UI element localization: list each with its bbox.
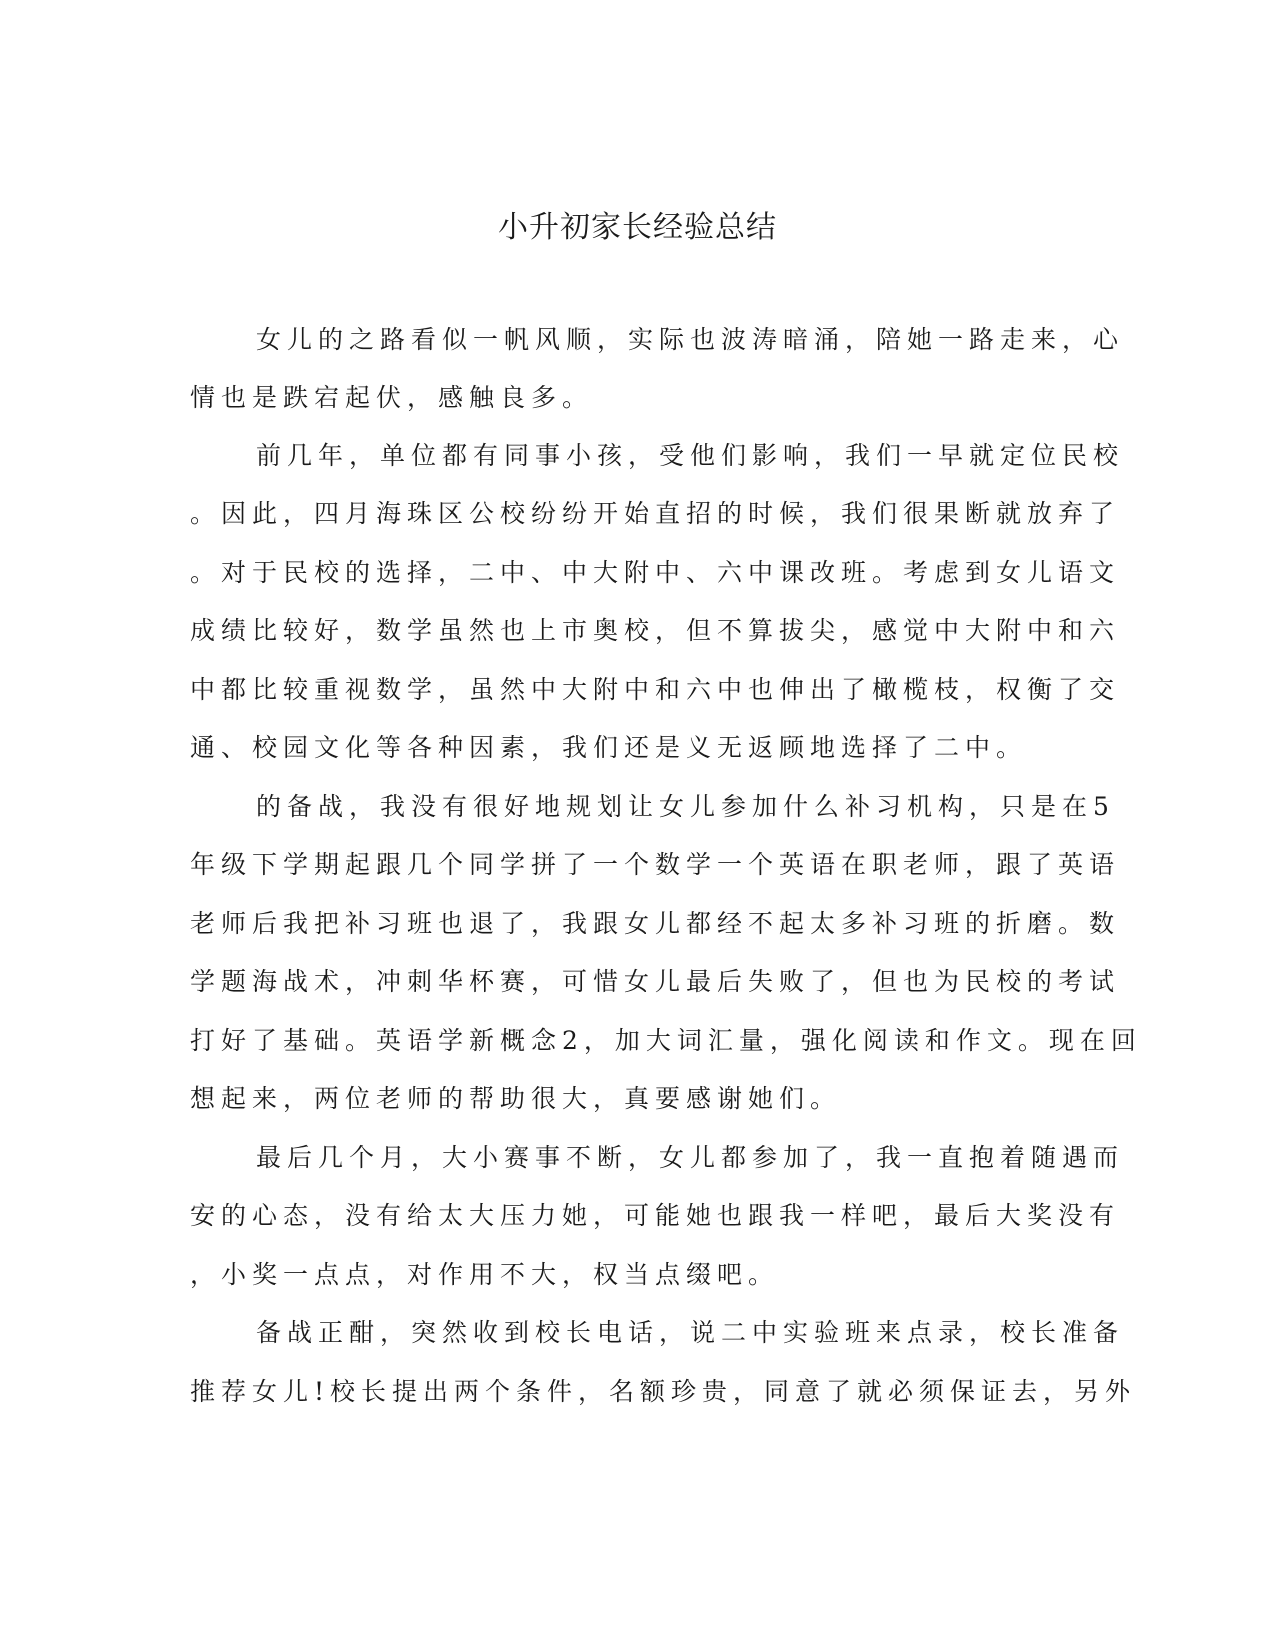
paragraph-4-line-2: 安的心态，没有给太大压力她，可能她也跟我一样吧，最后大奖没有 [190,1201,1121,1230]
paragraph-1-line-1: 女儿的之路看似一帆风顺，实际也波涛暗涌，陪她一路走来，心 [256,325,1125,354]
paragraph-3-line-1: 的备战，我没有很好地规划让女儿参加什么补习机构，只是在5 [256,792,1115,821]
paragraph-3-line-6: 想起来，两位老师的帮助很大，真要感谢她们。 [190,1084,842,1113]
paragraph-4-line-3: ，小奖一点点，对作用不大，权当点缀吧。 [190,1260,780,1289]
paragraph-3-line-5: 打好了基础。英语学新概念2，加大词汇量，强化阅读和作文。现在回 [190,1026,1142,1055]
paragraph-2-line-5: 中都比较重视数学，虽然中大附中和六中也伸出了橄榄枝，权衡了交 [190,675,1121,704]
paragraph-2-line-1: 前几年，单位都有同事小孩，受他们影响，我们一早就定位民校 [256,441,1125,470]
paragraph-3-line-3: 老师后我把补习班也退了，我跟女儿都经不起太多补习班的折磨。数 [190,909,1121,938]
paragraph-2-line-2: 。因此，四月海珠区公校纷纷开始直招的时候，我们很果断就放弃了 [190,499,1121,528]
paragraph-2-line-4: 成绩比较好，数学虽然也上市奥校，但不算拔尖，感觉中大附中和六 [190,616,1121,645]
paragraph-2-line-6: 通、校园文化等各种因素，我们还是义无返顾地选择了二中。 [190,733,1028,762]
paragraph-1-line-2: 情也是跌宕起伏，感触良多。 [190,383,594,412]
paragraph-2-line-3: 。对于民校的选择，二中、中大附中、六中课改班。考虑到女儿语文 [190,558,1121,587]
paragraph-3-line-2: 年级下学期起跟几个同学拼了一个数学一个英语在职老师，跟了英语 [190,850,1121,879]
document-title: 小升初家长经验总结 [498,210,777,245]
paragraph-5-line-2: 推荐女儿!校长提出两个条件，名额珍贵，同意了就必须保证去，另外 [190,1377,1137,1406]
paragraph-5-line-1: 备战正酣，突然收到校长电话，说二中实验班来点录，校长准备 [256,1318,1125,1347]
paragraph-4-line-1: 最后几个月，大小赛事不断，女儿都参加了，我一直抱着随遇而 [256,1143,1125,1172]
paragraph-3-line-4: 学题海战术，冲刺华杯赛，可惜女儿最后失败了，但也为民校的考试 [190,967,1121,996]
